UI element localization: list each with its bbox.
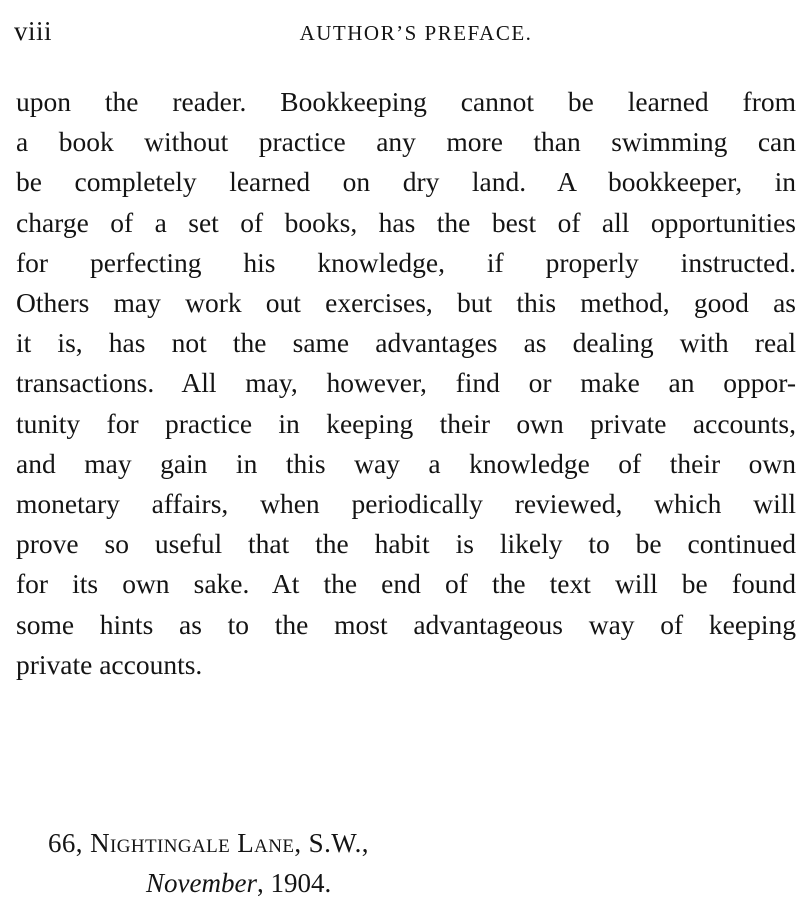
- text-line: and may gain in this way a knowledge of their own: [16, 447, 796, 479]
- text-line: transactions. All may, however, find or make an oppor-: [16, 367, 796, 399]
- preface-paragraph: [16, 82, 796, 685]
- author-address: 66, Nightingale Lane, S.W.,: [48, 828, 369, 858]
- text-line: some hints as to the most advantageous way of keeping: [16, 608, 796, 640]
- text-line: private accounts.: [16, 648, 203, 680]
- text-line: be completely learned on dry land. A bookkeeper, in: [16, 166, 796, 198]
- text-line: for its own sake. At the end of the text will be found: [16, 568, 796, 600]
- running-head-title: AUTHOR’S PREFACE.: [299, 21, 533, 45]
- signoff-month: November: [146, 868, 257, 898]
- text-line: monetary affairs, when periodically reviewed, which will: [16, 488, 796, 520]
- text-line: prove so useful that the habit is likely to be continued: [16, 528, 796, 560]
- text-line: for perfecting his knowledge, if properly instructed.: [16, 246, 796, 278]
- text-line: upon the reader. Bookkeeping cannot be learned from: [16, 86, 796, 117]
- text-line: a book without practice any more than swimming can: [16, 126, 796, 158]
- text-line: Others may work out exercises, but this method, good as: [16, 287, 796, 319]
- page-number: viii: [14, 16, 53, 46]
- signoff-year: , 1904.: [256, 868, 332, 898]
- text-line: charge of a set of books, has the best of all opportunities: [16, 206, 796, 238]
- text-line: it is, has not the same advantages as dealing with real: [16, 327, 796, 359]
- signoff-date: [146, 866, 331, 900]
- text-line: tunity for practice in keeping their own private accounts,: [16, 407, 796, 439]
